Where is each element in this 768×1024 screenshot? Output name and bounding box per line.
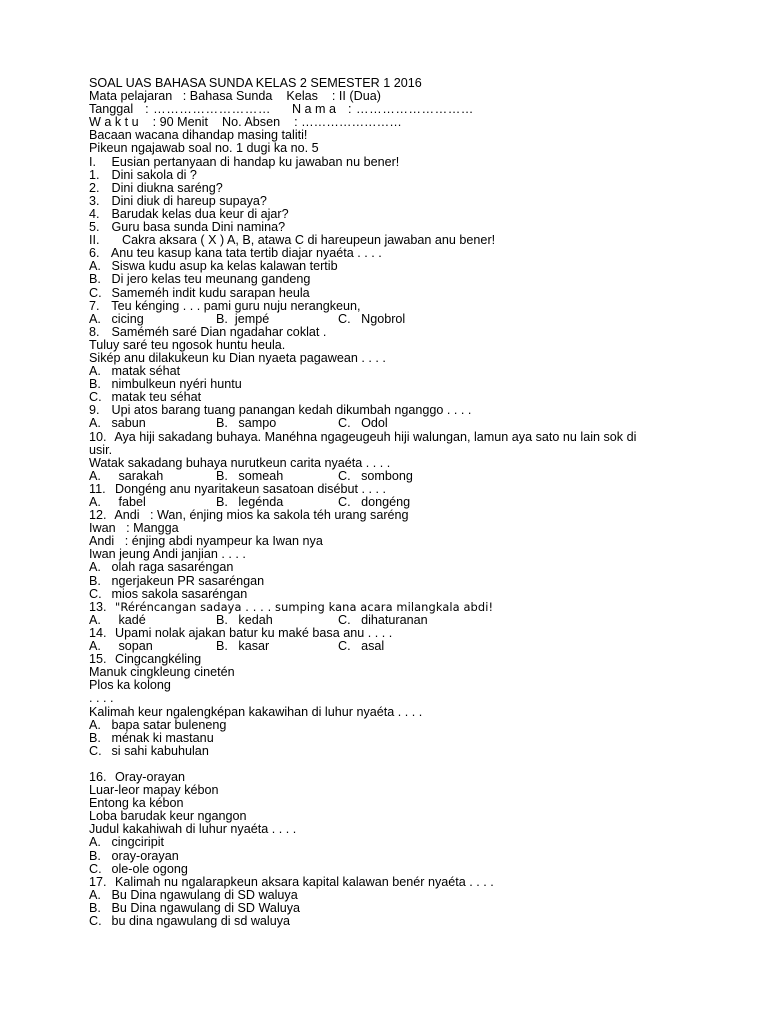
answer-option[interactable]: B. Bu Dina ngawulang di SD Waluya bbox=[89, 900, 301, 915]
question-7: 7. Teu kénging . . . pami guru nuju nerangkeun, bbox=[89, 298, 361, 313]
question-12-prompt: Iwan jeung Andi janjian . . . . bbox=[89, 547, 246, 562]
instruction-answer: Pikeun ngajawab soal no. 1 dugi ka no. 5 bbox=[89, 141, 319, 156]
answer-option[interactable]: C. sombong bbox=[338, 468, 413, 483]
question-15-prompt: Kalimah keur ngalengképan kakawihan di luhur nyaéta . . . . bbox=[89, 704, 423, 719]
instruction-read: Bacaan wacana dihandap masing taliti! bbox=[89, 128, 308, 143]
question-2: 2. Dini diukna saréng? bbox=[89, 180, 223, 195]
question-14: 14. Upami nolak ajakan batur ku maké basa anu . . . . bbox=[89, 625, 393, 640]
answer-option[interactable]: B. kasar bbox=[216, 639, 270, 654]
dialog-line: Iwan : Mangga bbox=[89, 521, 179, 536]
answer-option[interactable]: C. mios sakola sasaréngan bbox=[89, 586, 248, 601]
answer-option[interactable]: B. ménak ki mastanu bbox=[89, 730, 214, 745]
answer-option[interactable]: C. dongéng bbox=[338, 495, 411, 509]
poem-line: Plos ka kolong bbox=[89, 678, 171, 693]
question-8-line: Tuluy saré teu ngosok huntu heula. bbox=[89, 337, 286, 352]
question-6: 6. Anu teu kasup kana tata tertib diajar nyaéta . . . . bbox=[89, 246, 382, 261]
answer-option[interactable]: A. sopan bbox=[89, 639, 153, 654]
poem-line: Manuk cingkleung cinetén bbox=[89, 665, 235, 680]
answer-option[interactable]: B. nimbulkeun nyéri huntu bbox=[89, 377, 242, 392]
date-blank: : ……………………… bbox=[133, 102, 271, 117]
question-16: 16. Oray-orayan bbox=[89, 769, 185, 784]
poem-line: Luar-leor mapay kébon bbox=[89, 783, 219, 798]
subject-line: Mata pelajaran : Bahasa Sunda Kelas : II (Dua) bbox=[89, 89, 381, 104]
question-10-wrap: usir. bbox=[89, 442, 113, 457]
answer-option[interactable]: B. legénda bbox=[216, 495, 284, 509]
answer-option[interactable]: A. Bu Dina ngawulang di SD waluya bbox=[89, 887, 298, 902]
dialog-line: Andi : énjing abdi nyampeur ka Iwan nya bbox=[89, 534, 323, 549]
poem-blank: . . . . bbox=[89, 691, 114, 706]
question-3: 3. Dini diuk di hareup supaya? bbox=[89, 193, 267, 208]
answer-option[interactable]: C. matak teu séhat bbox=[89, 390, 202, 405]
answer-option[interactable]: C. asal bbox=[338, 639, 385, 654]
answer-option[interactable]: A. matak séhat bbox=[89, 364, 181, 379]
answer-option[interactable]: B. Di jero kelas teu meunang gandeng bbox=[89, 272, 311, 287]
answer-option[interactable]: B. jempé bbox=[216, 311, 270, 326]
question-10: 10. Aya hiji sakadang buhaya. Manéhna ngageugeuh hiji walungan, lamun aya sato nu lain sok di bbox=[89, 429, 637, 444]
question-16-prompt: Judul kakahiwah di luhur nyaéta . . . . bbox=[89, 822, 297, 837]
answer-option[interactable]: C. dihaturanan bbox=[338, 612, 428, 627]
question-10-prompt: Watak sakadang buhaya nurutkeun carita nyaéta . . . . bbox=[89, 455, 391, 470]
answer-option[interactable]: C. Ngobrol bbox=[338, 311, 406, 326]
answer-option[interactable]: C. ole-ole ogong bbox=[89, 861, 188, 876]
poem-line: Loba barudak keur ngangon bbox=[89, 809, 247, 824]
question-4: 4. Barudak kelas dua keur di ajar? bbox=[89, 206, 289, 221]
answer-option[interactable]: A. cicing bbox=[89, 311, 144, 326]
answer-option[interactable]: A. kadé bbox=[89, 612, 146, 627]
answer-option[interactable]: B. oray-orayan bbox=[89, 848, 179, 863]
answer-option[interactable]: A. Siswa kudu asup ka kelas kalawan tertib bbox=[89, 259, 338, 274]
question-15: 15. Cingcangkéling bbox=[89, 652, 202, 667]
answer-option[interactable]: B. kedah bbox=[216, 612, 273, 627]
question-1: 1. Dini sakola di ? bbox=[89, 167, 197, 182]
section-2-heading: II. Cakra aksara ( X ) A, B, atawa C di hareupeun jawaban anu bener! bbox=[89, 233, 496, 248]
question-13: 13. "Réréncangan sadaya . . . . sumping kana acara milangkala abdi! bbox=[89, 599, 494, 614]
answer-option[interactable]: B. ngerjakeun PR sasaréngan bbox=[89, 573, 265, 588]
poem-line: Entong ka kébon bbox=[89, 796, 184, 811]
time-absen-line: W a k t u : 90 Menit No. Absen : …………………… bbox=[89, 115, 402, 130]
answer-option[interactable]: A. cingciripit bbox=[89, 835, 164, 850]
answer-option[interactable]: B. sampo bbox=[216, 416, 277, 431]
answer-option[interactable]: A. olah raga sasaréngan bbox=[89, 560, 234, 575]
question-5: 5. Guru basa sunda Dini namina? bbox=[89, 220, 286, 235]
answer-option[interactable]: A. bapa satar buleneng bbox=[89, 717, 227, 732]
answer-option[interactable]: A. sarakah bbox=[89, 468, 164, 483]
answer-option[interactable]: B. someah bbox=[216, 468, 284, 483]
name-blank: : ……………………… bbox=[336, 102, 474, 117]
exam-title: SOAL UAS BAHASA SUNDA KELAS 2 SEMESTER 1 2016 bbox=[89, 76, 422, 90]
question-8: 8. Saméméh saré Dian ngadahar coklat . bbox=[89, 324, 327, 339]
answer-option[interactable]: A. sabun bbox=[89, 416, 146, 431]
question-9: 9. Upi atos barang tuang panangan kedah dikumbah nganggo . . . . bbox=[89, 403, 472, 418]
answer-option[interactable]: A. fabel bbox=[89, 495, 146, 509]
question-8-prompt: Sikép anu dilakukeun ku Dian nyaeta pagawean . . . . bbox=[89, 350, 386, 365]
question-17: 17. Kalimah nu ngalarapkeun aksara kapital kalawan benér nyaéta . . . . bbox=[89, 874, 494, 889]
answer-option[interactable]: C. si sahi kabuhulan bbox=[89, 743, 209, 758]
answer-option[interactable]: C. bu dina ngawulang di sd waluya bbox=[89, 914, 291, 928]
section-1-heading: I. Eusian pertanyaan di handap ku jawaban nu bener! bbox=[89, 154, 400, 169]
answer-option[interactable]: C. Sameméh indit kudu sarapan heula bbox=[89, 285, 310, 300]
name-label: N a m a bbox=[270, 102, 337, 117]
exam-document bbox=[89, 77, 689, 928]
date-label: Tanggal bbox=[89, 102, 134, 117]
answer-option[interactable]: C. Odol bbox=[338, 416, 388, 431]
question-11: 11. Dongéng anu nyaritakeun sasatoan disébut . . . . bbox=[89, 481, 386, 496]
question-12: 12. Andi : Wan, énjing mios ka sakola téh urang saréng bbox=[89, 508, 409, 523]
